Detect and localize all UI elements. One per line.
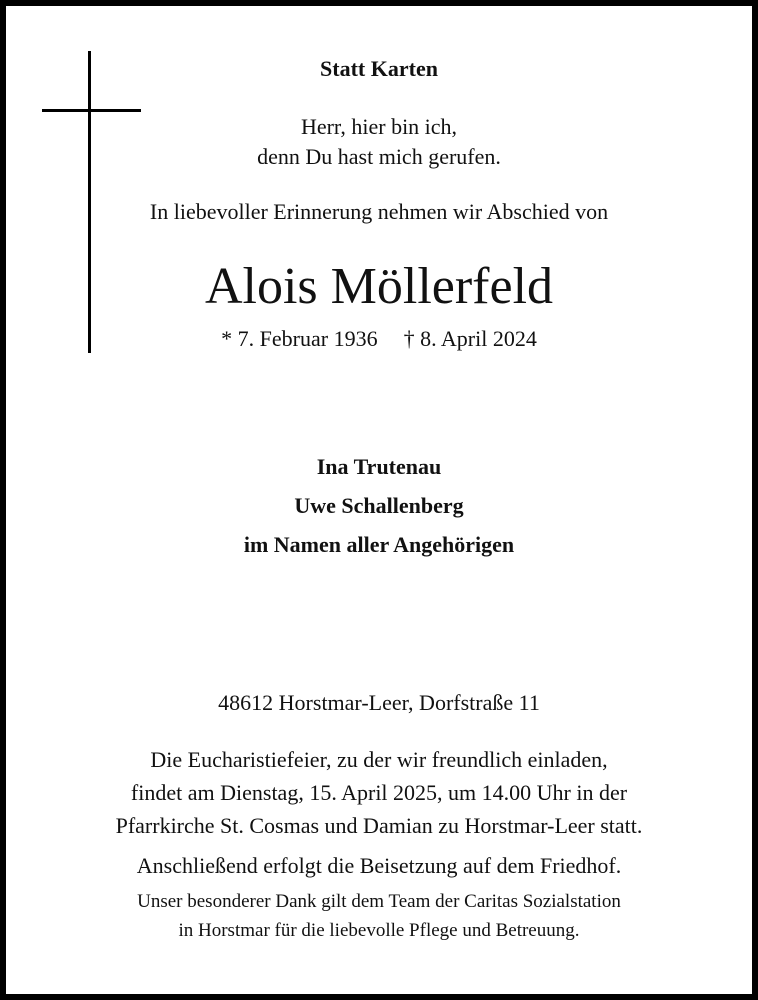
mourner-1: Ina Trutenau bbox=[316, 454, 442, 479]
mourner-family: im Namen aller Angehörigen bbox=[243, 532, 515, 557]
service-line-3: Pfarrkirche St. Cosmas und Damian zu Horstmar-Leer statt. bbox=[115, 813, 643, 838]
thanks-line-1: Unser besonderer Dank gilt dem Team der Caritas Sozialstation bbox=[137, 891, 621, 912]
birth-date: * 7. Februar 1936 bbox=[221, 326, 378, 351]
intro-text: In liebevoller Erinnerung nehmen wir Abschied von bbox=[149, 199, 609, 224]
header-statt-karten: Statt Karten bbox=[320, 56, 438, 81]
address: 48612 Horstmar-Leer, Dorfstraße 11 bbox=[218, 690, 540, 715]
death-date: † 8. April 2024 bbox=[403, 326, 537, 351]
cross-horizontal-beam bbox=[42, 109, 141, 112]
service-line-1: Die Eucharistiefeier, zu der wir freundlich einladen, bbox=[150, 747, 608, 772]
mourner-2: Uwe Schallenberg bbox=[294, 493, 464, 518]
service-line-2: findet am Dienstag, 15. April 2025, um 14.00 Uhr in der bbox=[130, 780, 628, 805]
verse-line-1: Herr, hier bin ich, bbox=[300, 114, 458, 139]
life-dates bbox=[0, 326, 758, 352]
burial-text: Anschließend erfolgt die Beisetzung auf dem Friedhof. bbox=[136, 853, 622, 878]
thanks-line-2: in Horstmar für die liebevolle Pflege und Betreuung. bbox=[178, 920, 580, 941]
verse-line-2: denn Du hast mich gerufen. bbox=[257, 144, 501, 169]
deceased-name: Alois Möllerfeld bbox=[204, 258, 554, 315]
